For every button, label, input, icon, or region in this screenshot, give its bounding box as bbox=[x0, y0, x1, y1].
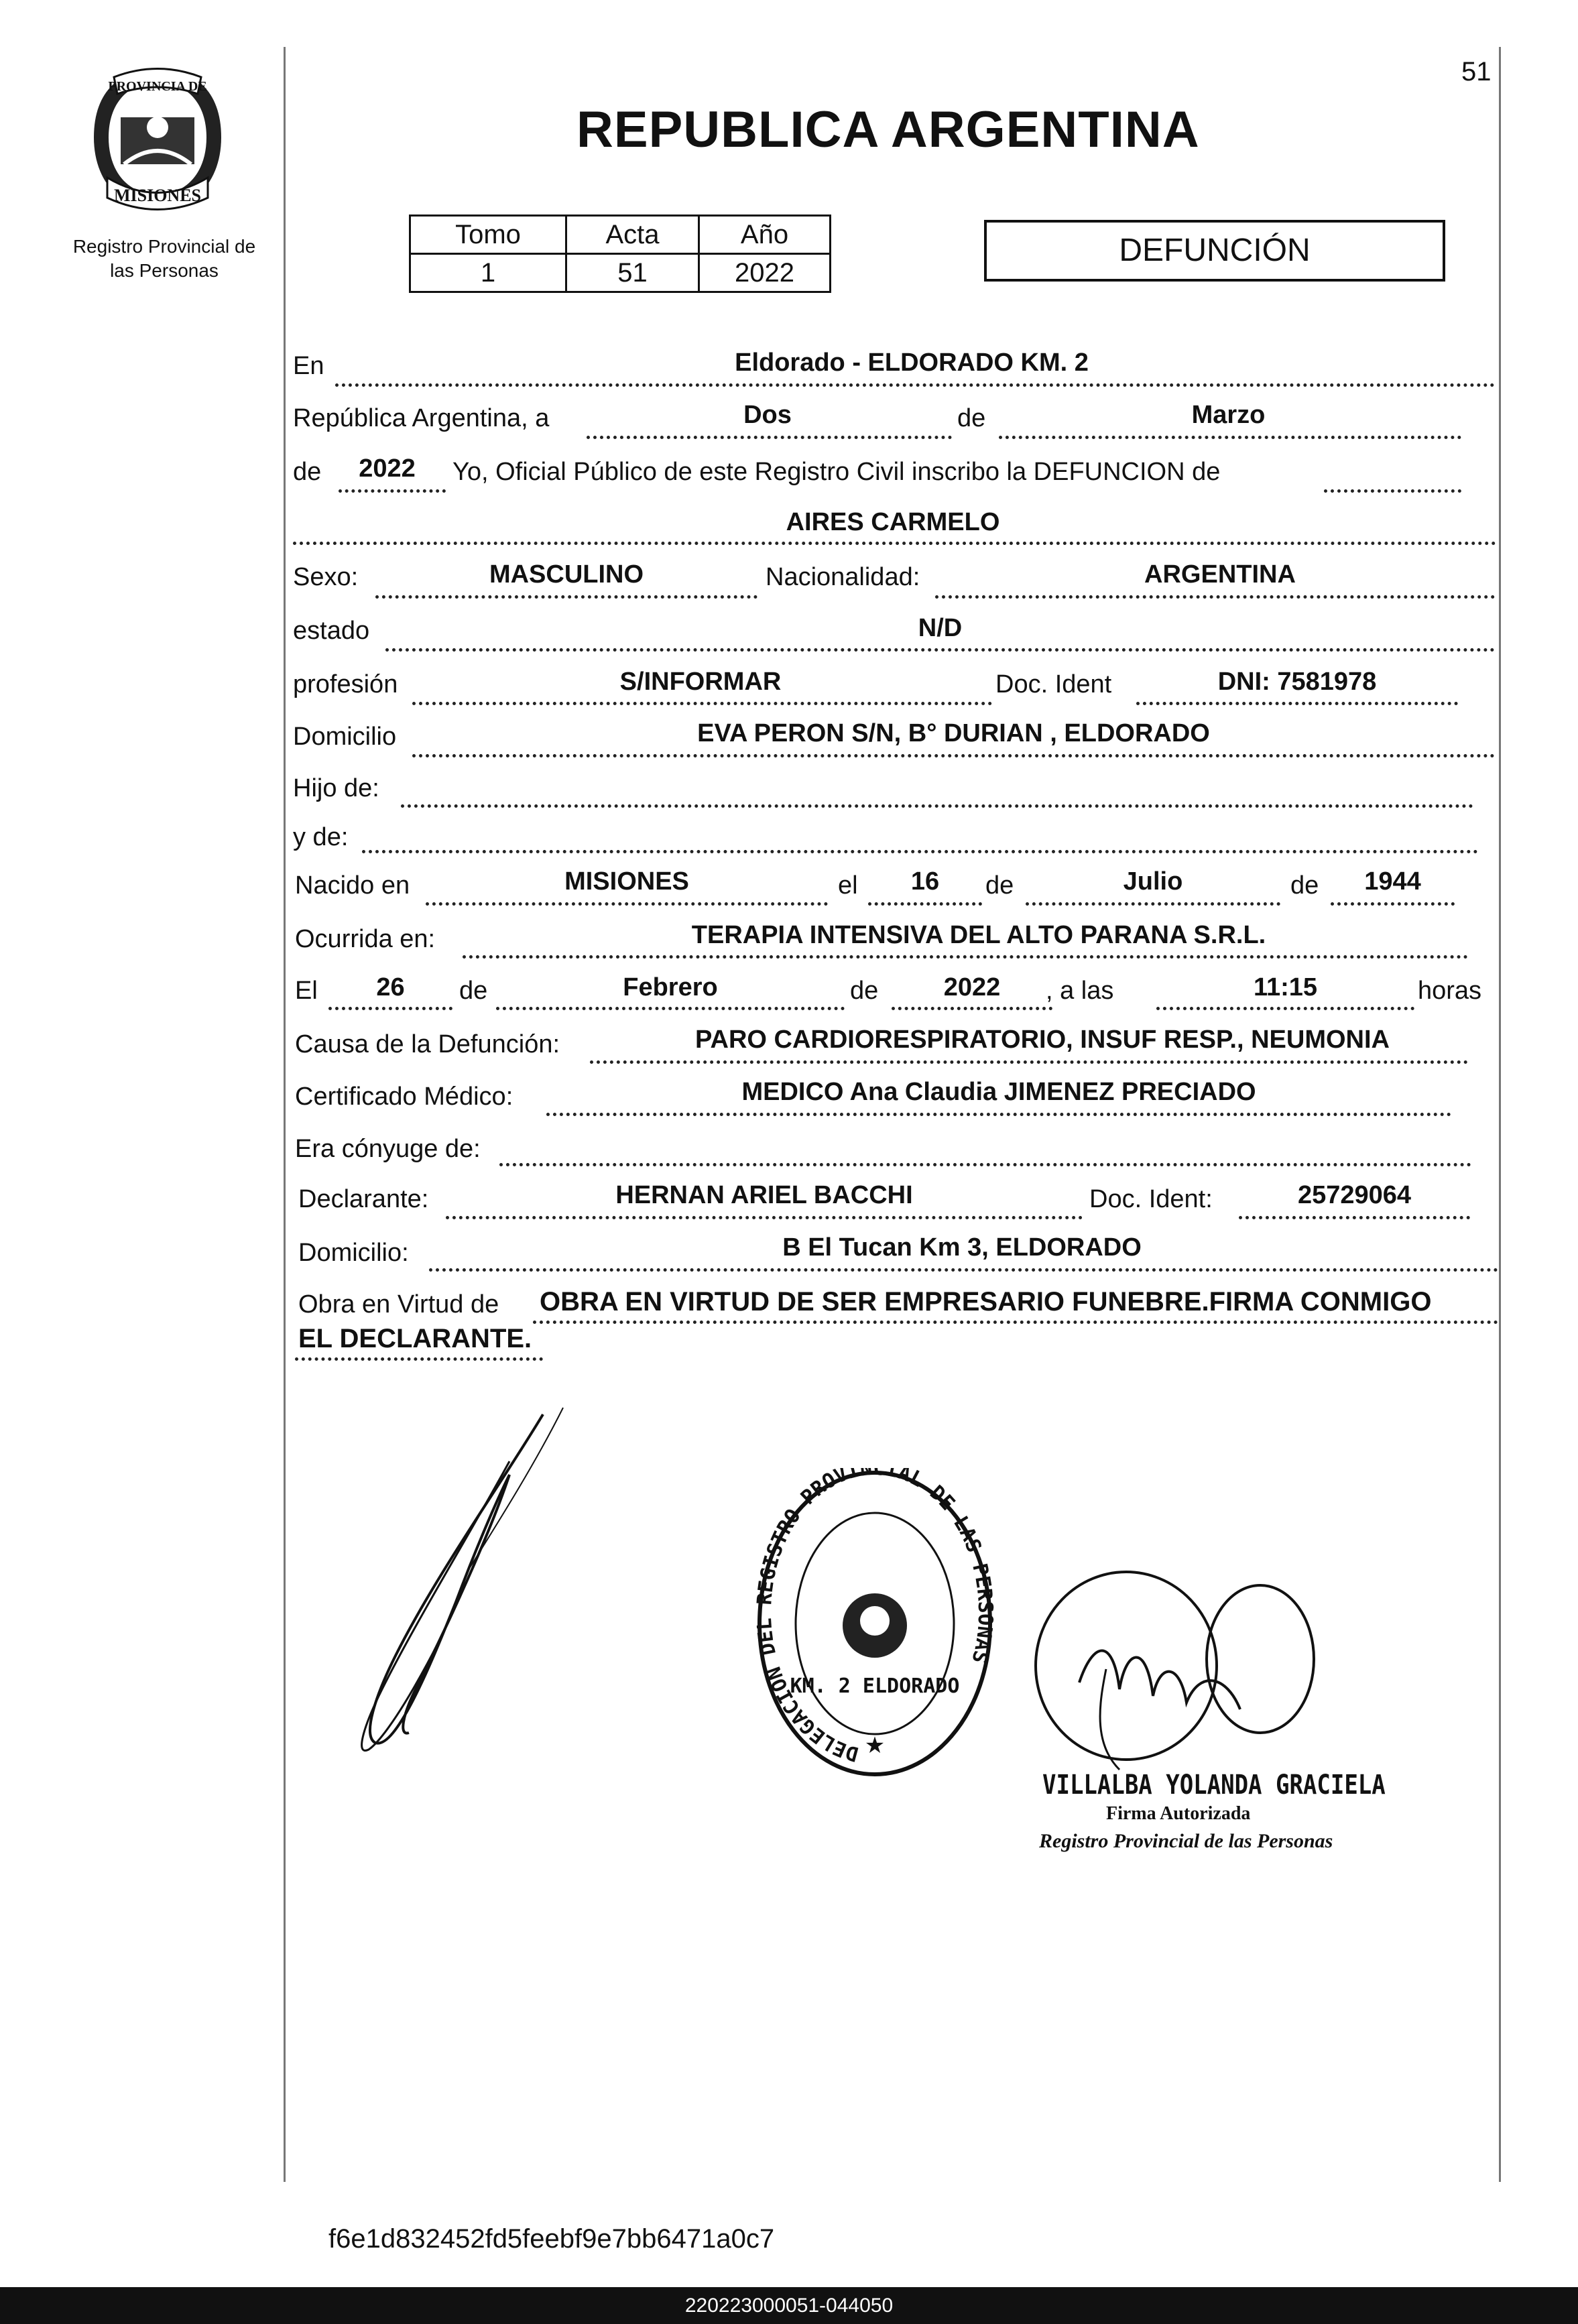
birth-month-dotline bbox=[1026, 902, 1280, 906]
stamp-ring-text: DELEGACION DEL REGISTRO PROVINCIAL DE LAS PERSONAS bbox=[754, 1468, 995, 1766]
margin-line-left bbox=[284, 47, 286, 2182]
de-label: de bbox=[957, 404, 986, 432]
signatory-name: VILLALBA YOLANDA GRACIELA bbox=[1042, 1770, 1386, 1800]
obra-dotline-2 bbox=[295, 1357, 543, 1361]
day-value: Dos bbox=[743, 401, 792, 429]
ocurrida-dotline bbox=[463, 955, 1468, 959]
authorized-signature bbox=[1026, 1569, 1321, 1790]
El-label: El bbox=[295, 977, 318, 1005]
birth-day: 16 bbox=[910, 867, 940, 896]
oficial-text: Yo, Oficial Público de este Registro Civil inscribo la DEFUNCION de bbox=[452, 458, 1221, 486]
barcode-text: 220223000051-044050 bbox=[684, 2295, 894, 2317]
decl-domicilio-dotline bbox=[429, 1268, 1498, 1272]
birth-year: 1944 bbox=[1364, 867, 1421, 896]
seal-bottom-text: MISIONES bbox=[113, 186, 202, 205]
acta-value: 51 bbox=[566, 254, 699, 292]
conyuge-dotline bbox=[499, 1163, 1471, 1166]
de-year-label: de bbox=[293, 458, 322, 486]
domicilio-value: EVA PERON S/N, B° DURIAN , ELDORADO bbox=[697, 719, 1210, 747]
seal-top-text: PROVINCIA DE bbox=[108, 79, 207, 94]
birth-month: Julio bbox=[1123, 867, 1183, 896]
official-stamp bbox=[754, 1468, 995, 1780]
decl-doc-value: 25729064 bbox=[1297, 1181, 1412, 1209]
birth-year-dotline bbox=[1331, 902, 1455, 906]
record-table-header: Acta bbox=[566, 216, 699, 254]
declarante-dotline bbox=[446, 1216, 1083, 1219]
en-value: Eldorado - ELDORADO KM. 2 bbox=[735, 349, 1089, 377]
doc-ident-label: Doc. Ident bbox=[995, 670, 1112, 698]
margin-line-right bbox=[1499, 47, 1501, 2182]
causa-dotline bbox=[590, 1060, 1468, 1064]
estado-dotline bbox=[385, 648, 1495, 652]
declarante-value: HERNAN ARIEL BACCHI bbox=[615, 1181, 913, 1209]
year-value: 2022 bbox=[359, 454, 416, 483]
provincial-seal bbox=[87, 64, 228, 215]
horas-label: horas bbox=[1418, 977, 1482, 1005]
domicilio-dotline bbox=[412, 754, 1495, 757]
stamp-inner-text: KM. 2 ELDORADO bbox=[790, 1674, 960, 1698]
document-hash: f6e1d832452fd5feebf9e7bb6471a0c7 bbox=[328, 2224, 775, 2254]
signatory-role: Firma Autorizada bbox=[1106, 1803, 1251, 1824]
certificado-dotline bbox=[546, 1113, 1451, 1116]
nacido-value: MISIONES bbox=[564, 867, 689, 896]
en-label: En bbox=[293, 352, 324, 380]
death-year-dotline bbox=[892, 1007, 1052, 1010]
sexo-label: Sexo: bbox=[293, 563, 359, 591]
day-dotline bbox=[587, 436, 952, 439]
death-year: 2022 bbox=[943, 973, 1001, 1001]
nacionalidad-dotline bbox=[935, 595, 1495, 599]
death-time-dotline bbox=[1156, 1007, 1414, 1010]
hijo-dotline bbox=[401, 804, 1473, 808]
alas-label: , a las bbox=[1046, 977, 1114, 1005]
doc-ident-dotline bbox=[1136, 702, 1458, 705]
page-title: REPUBLICA ARGENTINA bbox=[576, 101, 1200, 158]
death-month-dotline bbox=[496, 1007, 845, 1010]
registry-name: Registro Provincial de las Personas bbox=[72, 236, 256, 281]
obra-dotline-1 bbox=[533, 1321, 1498, 1324]
obra-label: Obra en Virtud de bbox=[298, 1290, 499, 1319]
record-table bbox=[409, 215, 831, 293]
decl-domicilio-value: B El Tucan Km 3, ELDORADO bbox=[782, 1233, 1142, 1262]
record-type-box: DEFUNCIÓN bbox=[984, 220, 1445, 282]
signatory-office: Registro Provincial de las Personas bbox=[1039, 1830, 1333, 1852]
declarante-label: Declarante: bbox=[298, 1185, 429, 1213]
profesion-dotline bbox=[412, 702, 992, 705]
el-label: el bbox=[838, 871, 858, 900]
record-table-header: Tomo bbox=[410, 216, 566, 254]
name-dotline bbox=[293, 542, 1496, 545]
oficial-dotline bbox=[1324, 489, 1461, 493]
causa-value: PARO CARDIORESPIRATORIO, INSUF RESP., NEUMONIA bbox=[695, 1026, 1390, 1054]
domicilio-label: Domicilio bbox=[293, 723, 397, 751]
barcode-bar bbox=[0, 2287, 1578, 2324]
svg-text:★: ★ bbox=[864, 1732, 886, 1759]
hijo-label: Hijo de: bbox=[293, 774, 379, 802]
ocurrida-value: TERAPIA INTENSIVA DEL ALTO PARANA S.R.L. bbox=[691, 921, 1266, 949]
ocurrida-label: Ocurrida en: bbox=[295, 925, 436, 953]
month-value: Marzo bbox=[1191, 401, 1266, 429]
certificado-value: MEDICO Ana Claudia JIMENEZ PRECIADO bbox=[741, 1078, 1256, 1106]
birth-de-label-2: de bbox=[1290, 871, 1319, 900]
deceased-name: AIRES CARMELO bbox=[786, 508, 1000, 536]
year-dotline bbox=[339, 489, 446, 493]
sexo-dotline bbox=[375, 595, 757, 599]
nacido-dotline bbox=[426, 902, 828, 906]
anio-value: 2022 bbox=[699, 254, 831, 292]
decl-domicilio-label: Domicilio: bbox=[298, 1239, 409, 1267]
death-day: 26 bbox=[376, 973, 405, 1001]
death-de-label: de bbox=[459, 977, 488, 1005]
doc-ident-value: DNI: 7581978 bbox=[1217, 668, 1377, 696]
obra-value-line2: EL DECLARANTE. bbox=[298, 1324, 532, 1353]
death-month: Febrero bbox=[623, 973, 718, 1001]
en-dotline bbox=[335, 383, 1495, 387]
sexo-value: MASCULINO bbox=[489, 560, 644, 589]
nacionalidad-value: ARGENTINA bbox=[1144, 560, 1296, 589]
death-time: 11:15 bbox=[1253, 973, 1318, 1001]
page-number: 51 bbox=[1461, 57, 1492, 86]
causa-label: Causa de la Defunción: bbox=[295, 1030, 560, 1058]
birth-day-dotline bbox=[868, 902, 982, 906]
declarant-signature bbox=[335, 1401, 576, 1763]
death-day-dotline bbox=[328, 1007, 452, 1010]
decl-doc-dotline bbox=[1239, 1216, 1470, 1219]
profesion-value: S/INFORMAR bbox=[619, 668, 782, 696]
birth-de-label: de bbox=[985, 871, 1014, 900]
yde-label: y de: bbox=[293, 823, 349, 851]
yde-dotline bbox=[362, 850, 1478, 853]
profesion-label: profesión bbox=[293, 670, 398, 698]
decl-doc-label: Doc. Ident: bbox=[1089, 1185, 1213, 1213]
estado-value: N/D bbox=[918, 614, 963, 642]
nacido-label: Nacido en bbox=[295, 871, 410, 900]
death-de-label-2: de bbox=[850, 977, 879, 1005]
obra-value-line1: OBRA EN VIRTUD DE SER EMPRESARIO FUNEBRE.FIRMA CONMIGO bbox=[540, 1287, 1432, 1317]
republica-label: República Argentina, a bbox=[293, 404, 550, 432]
month-dotline bbox=[999, 436, 1461, 439]
tomo-value: 1 bbox=[410, 254, 566, 292]
estado-label: estado bbox=[293, 617, 370, 645]
certificado-label: Certificado Médico: bbox=[295, 1083, 513, 1111]
conyuge-label: Era cónyuge de: bbox=[295, 1135, 481, 1163]
record-table-header: Año bbox=[699, 216, 831, 254]
nacionalidad-label: Nacionalidad: bbox=[766, 563, 920, 591]
